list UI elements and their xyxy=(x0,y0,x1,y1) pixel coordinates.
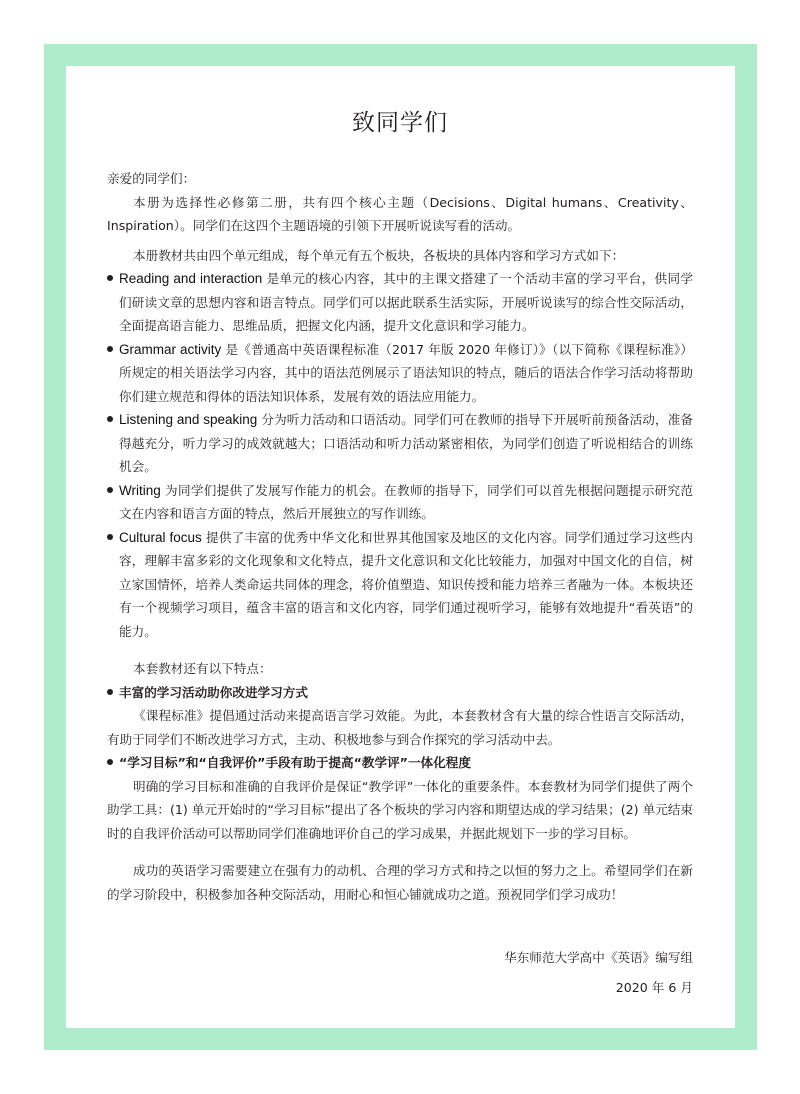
section-item xyxy=(107,479,693,526)
page-title: 致同学们 xyxy=(352,110,448,136)
section-text: 提供了丰富的优秀中华文化和世界其他国家及地区的文化内容。同学们通过学习这些内容，理解丰富多彩的文化现象和文化特点，提升文化意识和文化比较能力，加强对中国文化的自信，树立家国情怀，培养人类命运共同体的理念，将价值塑造、知识传授和能力培养三者融为一体。本板块还有一个视频学习项目，蕴含丰富的语言和文化内容，同学们通过视听学习，能够有效地提升“看英语”的能力。 xyxy=(119,529,693,639)
letter-body xyxy=(107,167,693,999)
feature-heading: 丰富的学习活动助你改进学习方式 xyxy=(107,681,693,705)
date: 2020 年 6 月 xyxy=(615,979,693,995)
features-intro: 本套教材还有以下特点： xyxy=(133,661,272,676)
feature-text: 《课程标准》提倡通过活动来提高语言学习效能。为此，本套教材含有大量的综合性语言交际活动，有助于同学们不断改进学习方式，主动、积极地参与到合作探究的学习活动中去。 xyxy=(107,708,693,747)
intro-paragraph: 本册为选择性必修第二册，共有四个核心主题（Decisions、Digital humans、Creativity、Inspiration）。同学们在这四个主题语境的引领下开展听说读写看的活动。 xyxy=(107,194,693,233)
section-item xyxy=(107,267,693,338)
salutation: 亲爱的同学们： xyxy=(107,171,196,186)
section-text: 为同学们提供了发展写作能力的机会。在教师的指导下，同学们可以首先根据问题提示研究范文在内容和语言方面的特点，然后开展独立的写作训练。 xyxy=(119,482,693,521)
section-item xyxy=(107,408,693,479)
section-term: Grammar activity xyxy=(119,341,222,357)
section-text: 分为听力活动和口语活动。同学们可在教师的指导下开展听前预备活动，准备得越充分，听力学习的成效就越大；口语活动和听力活动紧密相依，为同学们创造了听说相结合的训练机会。 xyxy=(119,412,693,474)
section-item xyxy=(107,526,693,644)
section-term: Writing xyxy=(119,482,161,498)
section-item xyxy=(107,338,693,409)
section-text: 是单元的核心内容，其中的主课文搭建了一个活动丰富的学习平台，供同学们研读文章的思想内容和语言特点。同学们可以据此联系生活实际，开展听说读写的综合性交际活动，全面提高语言能力、思维品质，把握文化内涵，提升文化意识和学习能力。 xyxy=(119,271,693,333)
section-term: Listening and speaking xyxy=(119,412,258,427)
section-term: Cultural focus xyxy=(119,529,202,545)
overview-paragraph: 本册教材共由四个单元组成，每个单元有五个板块，各板块的具体内容和学习方式如下： xyxy=(133,247,625,263)
feature-text: 明确的学习目标和准确的自我评价是保证“教学评”一体化的重要条件。本套教材为同学们提供了两个助学工具：(1) 单元开始时的“学习目标”提出了各个板块的学习内容和期望达成的学习结果；(2) 单元结束时的自我评价活动可以帮助同学们准确地评价自己的学习成果，并据此规划下一步的学习目标。 xyxy=(107,778,693,841)
feature-heading: “学习目标”和“自我评价”手段有助于提高“教学评”一体化程度 xyxy=(107,751,693,775)
closing-paragraph: 成功的英语学习需要建立在强有力的动机、合理的学习方式和持之以恒的努力之上。希望同学们在新的学习阶段中，积极参加各种交际活动，用耐心和恒心铺就成功之道。预祝同学们学习成功！ xyxy=(107,863,693,902)
section-term: Reading and interaction xyxy=(119,271,263,286)
signature: 华东师范大学高中《英语》编写组 xyxy=(504,950,693,965)
section-text: 是《普通高中英语课程标准（2017 年版 2020 年修订）》（以下简称《课程标准》）所规定的相关语法学习内容，其中的语法范例展示了语法知识的特点，随后的语法合作学习活动将帮助你们建立规范和得体的语法知识体系，发展有效的语法应用能力。 xyxy=(119,341,693,404)
